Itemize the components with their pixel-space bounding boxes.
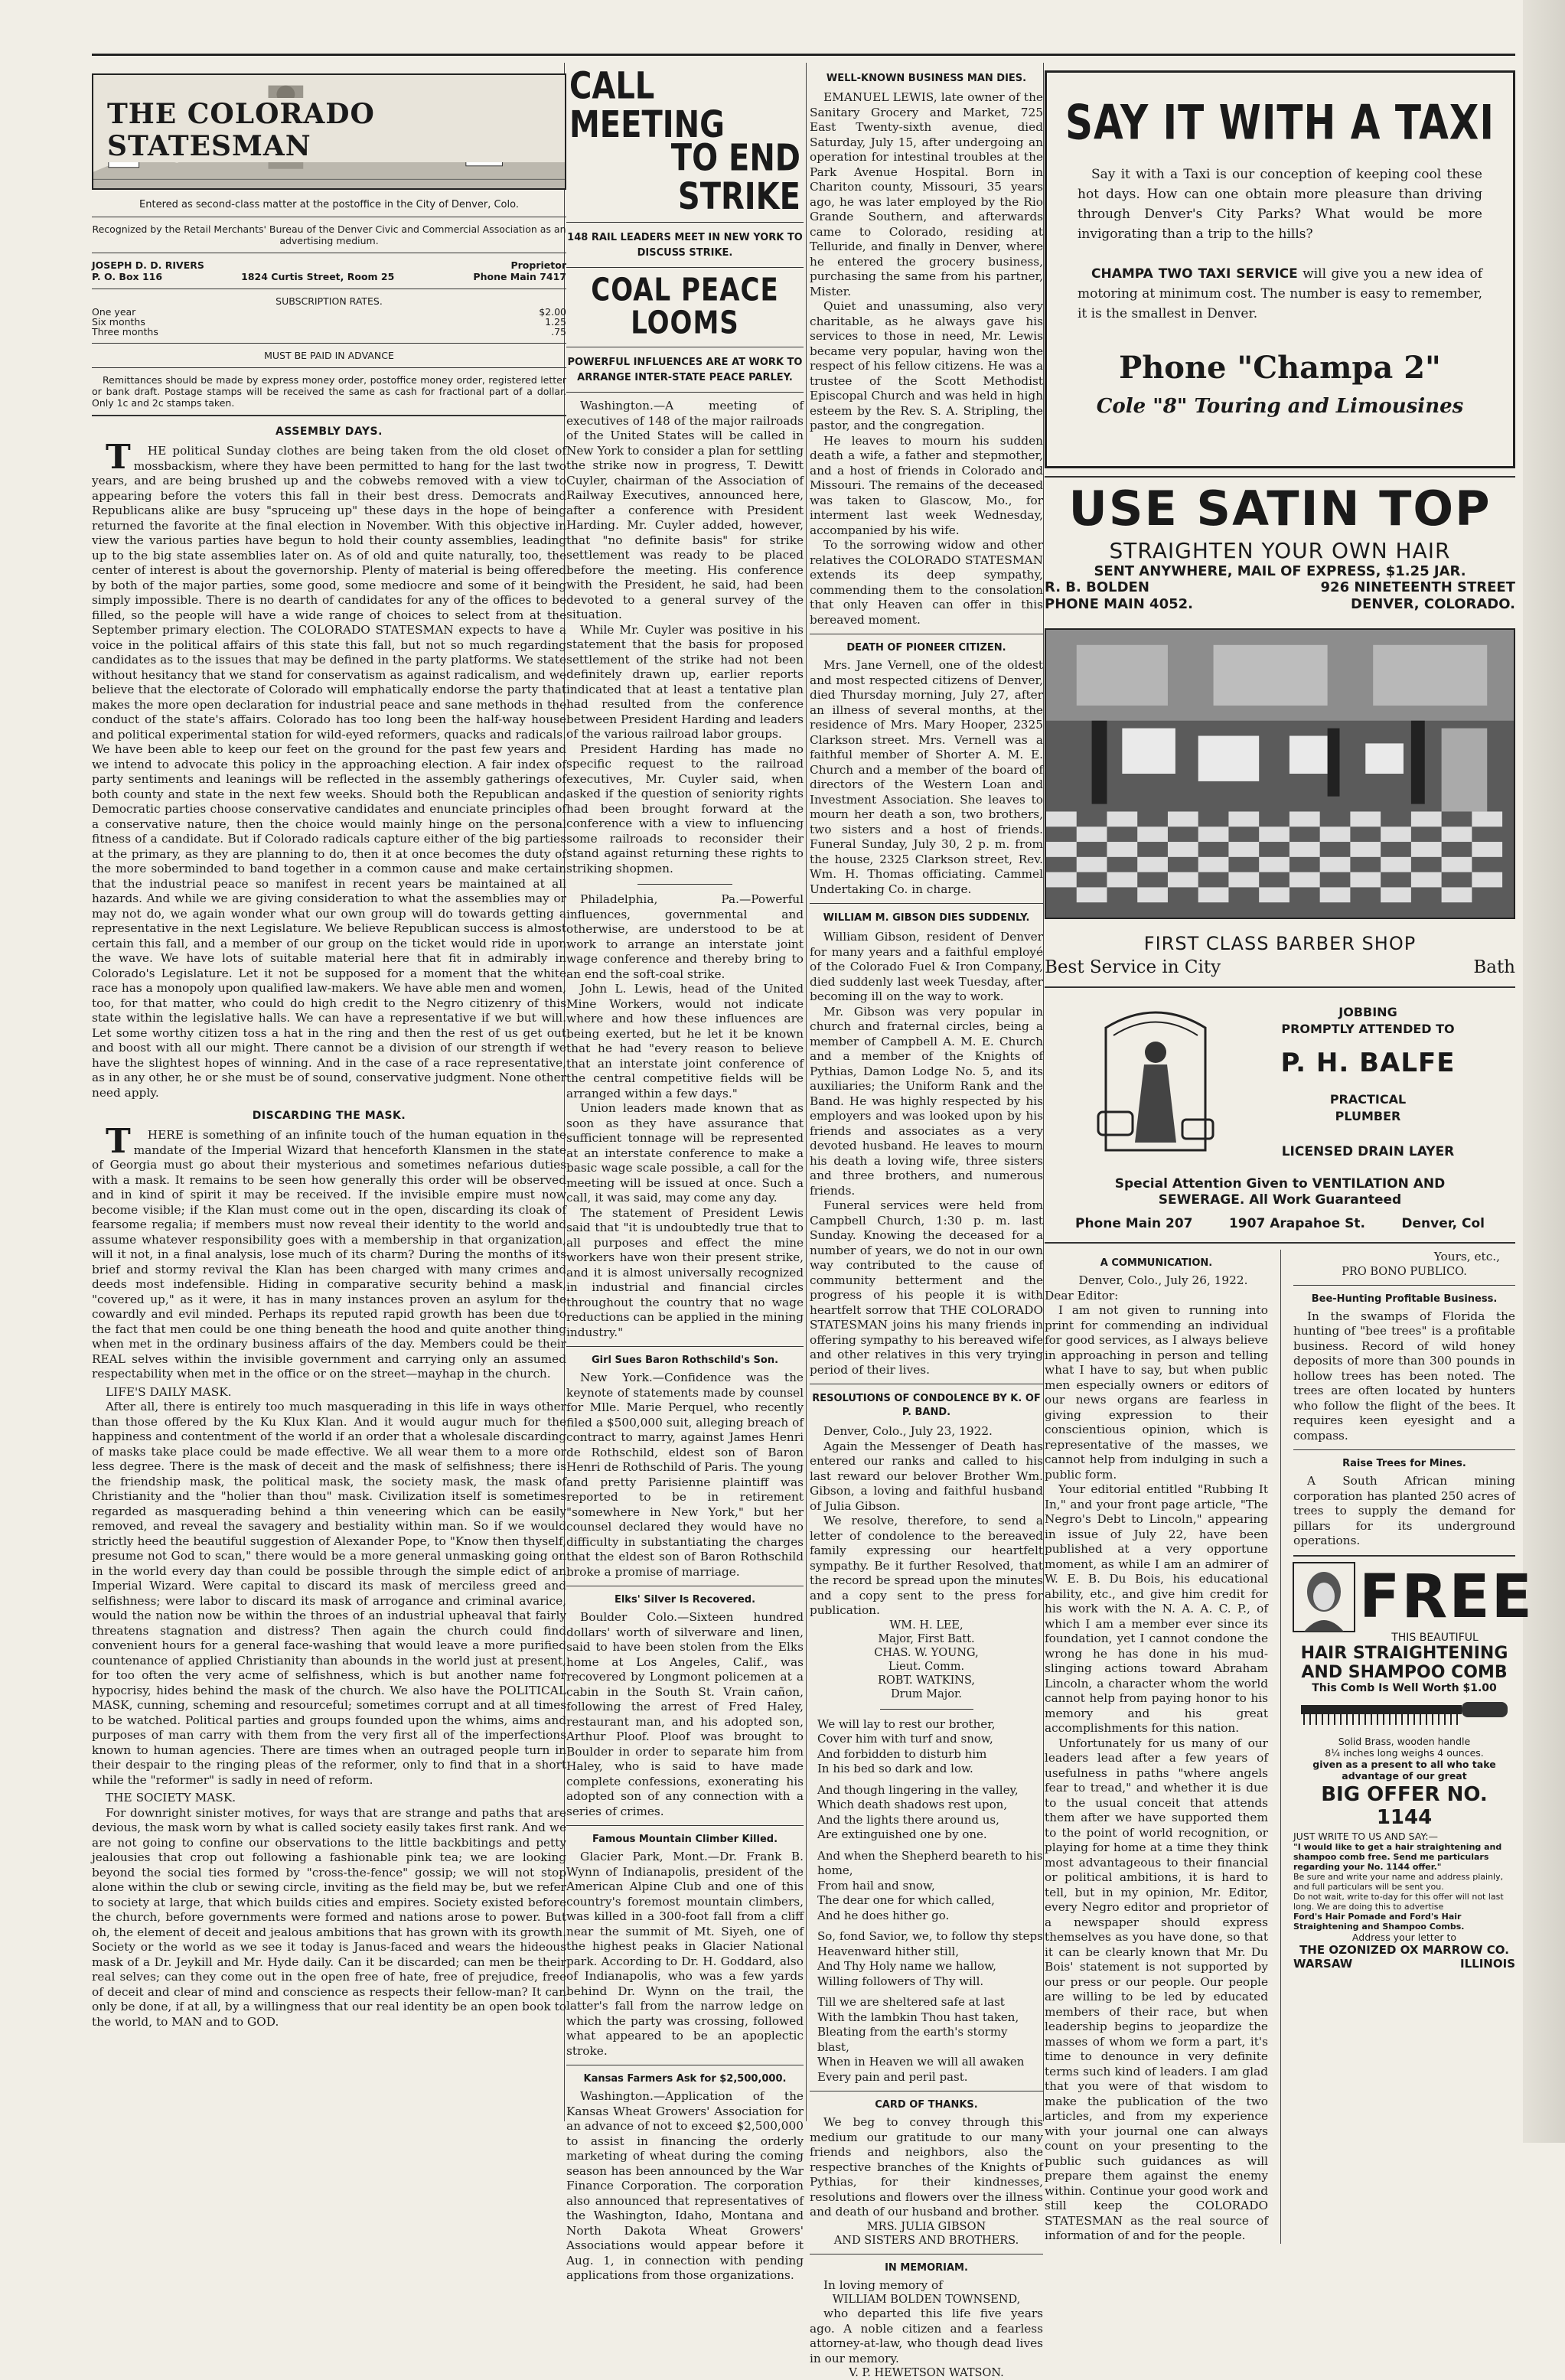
rate-price: 1.25 [545, 316, 566, 328]
memoriam-paragraph: In loving memory of [823, 2277, 943, 2292]
strike-paragraph: While Mr. Cuyler was positive in his statement that the basis for proposed settlement of the strike had not been definitely drawn up, earlier reports indicated that at least a tentative plan had resulted from the conference between President Harding and leaders of the various railroad labor groups. [566, 622, 804, 742]
rate-row [92, 317, 566, 327]
satin-name: R. B. BOLDEN [1045, 579, 1149, 595]
free-offer: BIG OFFER NO. 1144 [1321, 1782, 1488, 1829]
rate-price: .75 [551, 326, 566, 337]
po-box: P. O. Box 116 [92, 271, 163, 282]
pioneer-heading: DEATH OF PIONEER CITIZEN. [846, 642, 1006, 654]
kansas-paragraph: Washington.—Application of the Kansas Wheat Growers' Association for an advance of not to exceed $2,500,000 to assist in financing the orderly marketing of wheat during the coming season has been announced by the War Finance Corporation. The corporation also announced that representatives of the Washington, Idaho, Montana and North Dakota Wheat Growers' Associations would appear before it Aug. 1, in connection with pending applications from those organizations. [566, 2089, 804, 2283]
free-company: THE OZONIZED OX MARROW CO. [1299, 1942, 1509, 1957]
divider [566, 1346, 804, 1347]
memoriam-name: WILLIAM BOLDEN TOWNSEND, [832, 2294, 1021, 2306]
signature: V. P. HEWETSON WATSON. [849, 2367, 1004, 2379]
plumb-plumber: PLUMBER [1335, 1109, 1401, 1123]
barber-photo-illustration [1046, 630, 1514, 918]
signature: ROBT. WATKINS, [877, 1674, 976, 1687]
plumber-ad [1045, 994, 1515, 1208]
girl-paragraph: New York.—Confidence was the keynote of statements made by counsel for Mlle. Marie Perquel, who recently filed a $500,000 suit, alleging breach of contract to marry, against James Henri de Rothschild, eldest son of Baron Henri de Rothschild of Paris. The young and pretty Parisienne plaintiff was reported to be in retirement "somewhere in New York," but her counsel declared they would have no difficulty in substantiating the charges that the eldest son of Baron Rothschild broke a promise of marriage. [566, 1371, 804, 1579]
signature: MRS. JULIA GIBSON [866, 2220, 986, 2233]
office-phone: Phone Main 7417 [473, 271, 566, 282]
plumb-jobbing: JOBBING [1338, 1005, 1397, 1019]
divider [92, 367, 566, 368]
taxi-service [1078, 264, 1482, 324]
elks-paragraph: Boulder Colo.—Sixteen hundred dollars' worth of silverware and linen, said to have been stolen from the Elks home at Los Angeles, Calif., was recovered by Longmont policemen at a cabin in the South St. Vrain cañon, following the arrest of Fred Haley, restaurant man, and his adopted son, Arthur Ploof. Ploof was brought to Boulder in order to separate him from Haley, who is said to have made complete confessions, exonerating his adopted son of any connection with a series of crimes. [566, 1610, 804, 1818]
poem-line: And he does hither go. [817, 1908, 950, 1922]
mines-paragraph: A South African mining corporation has planted 250 acres of trees to supply the demand for pillars for its underground operations. [1293, 1474, 1515, 1547]
free-address: Address your letter to [1351, 1931, 1457, 1943]
communication-signature: PRO BONO PUBLICO. [1342, 1265, 1467, 1278]
comb-icon [1293, 1694, 1515, 1733]
plumb-contact [1045, 1216, 1515, 1231]
divider [566, 267, 804, 268]
rate-term: One year [92, 306, 136, 318]
poem-stanza [817, 1783, 1043, 1843]
plumber-woman-illustration [1091, 1005, 1221, 1158]
free-hair: HAIR STRAIGHTENING [1300, 1643, 1508, 1663]
memoriam-heading: IN MEMORIAM. [885, 2261, 968, 2274]
coal-paragraph: John L. Lewis, head of the United Mine Workers, would not indicate where and how these influences are being exerted, but he let it be known that he had "every reason to believe that an interstate joint conference of the central competitive fields will be arranged within a few days." [566, 982, 804, 1100]
lifes-paragraph: After all, there is entirely too much masquerading in this life in ways other than those offered by the Ku Klux Klan. And it would augur much for the happiness and contentment of the world if an order that a wholesale discarding of masks take place could be made effective. We all wear them to a more or less degree. There is the mask of deceit and the mask of selfishness; there is the friendship mask, the political mask, the society mask, the mask of Christianity and the "holier than thou" mask. Civilization itself is sometimes regarded as masquerading behind a thin veneering which can be easily removed, and reveal the savagery and bestiality within man. So if we would strictly heed the beautiful suggestion of Alexander Pope, to "Know then thyself, presume not God to scan," there would be a more general unmasking going on in the world every day than could be possible through the simple edict of an Imperial Wizard. Were capital to discard its mask of merciless greed and selfishness; were labor to discard its mask of arrogance and criminal avarice, would the nation now be within the throes of an industrial upheaval that fairly threatens stagnation and distress? Then again the church could find convenient hours for a general face-washing that would leave a more purified countenance of applied Christianity than abounds in the world just at present, for too often the very acme of selfishness, which is but another name for hypocrisy, hides behind the mask of the church. We also have the POLITICAL MASK, cunning, scheming and resourceful; sometimes corrupt and at all times to be watched. Political parties and groups founded upon the whims, aims and purposes of man carry with them from the very first all of the imperfections known to human agencies. There are times when an outraged people turn in their despair to the ringing pleas of the reformer, only to find that in a short while the "reformer" is sadly in need of reform. [92, 1400, 566, 1787]
poem-line: And forbidden to disturb him [817, 1746, 987, 1761]
proprietor-label: Proprietor [510, 259, 566, 271]
poem-line: Willing followers of Thy will. [817, 1974, 984, 1988]
divider [1293, 1555, 1515, 1557]
free-beautiful: THIS BEAUTIFUL [1391, 1631, 1479, 1644]
poem-stanza [817, 1929, 1043, 1989]
memoriam-paragraph: who departed this life five years ago. A noble citizen and a fearless attorney-at-law, who though dead lives in our memory. [810, 2307, 1043, 2365]
top-rule [92, 54, 1515, 56]
satin-right [1321, 579, 1515, 613]
remittance-notice: Remittances should be made by express money order, postoffice money order, registered letter or bank draft. Postage stamps will be received the same as cash for fractional part of a dollar. Only 1c and 2c stamps taken. [92, 374, 566, 409]
divider [1045, 986, 1515, 988]
peace-deck: POWERFUL INFLUENCES ARE AT WORK TO ARRANGE INTER-STATE PEACE PARLEY. [567, 357, 803, 384]
plumb-phone: Phone Main 207 [1075, 1216, 1193, 1231]
communication-heading: A COMMUNICATION. [1100, 1257, 1213, 1269]
signature: CHAS. W. YOUNG, [874, 1646, 979, 1659]
assembly-paragraph: THE political Sunday clothes are being taken from the old closet of mossbackism, where they have been permitted to hang for the last two years, and are being brushed up and the cobwebs removed with a view to appearing before the voters this fall in their best dress. Democrats and Republicans alike are busy "spruceing up" these days in the hope of being returned the favorite at the final election in November. With this objective in view the various parties have begun to hold their county assemblies, leading up to the big state assemblies later on. As of old and quite naturally, too, the center of interest is about the governorship. Plenty of material is being offered by both of the major parties, some good, some mediocre and some of it being simply impossible. There is no dearth of candidates for any of the offices to be filled, so the people will have a wide range of choices to select from at the September primary election. The COLORADO STATESMAN expects to have a voice in the political affairs of this state this fall, but not so much regarding candidates as to the issues that may be defined in the party platforms. We state without hesitancy that we stand for conservatism as against radicalism, and we believe that the electorate of Colorado will emphatically endorse the party that makes the more open declaration for industrial peace and sane methods in the conduct of the state's affairs. Colorado has too long been the half-way house and political experimental station for wild-eyed reformers, quacks and radicals. We have been able to keep our feet on the ground for the past few years and we intend to advocate this policy in the approaching election. A fair index of party sentiments and leanings will be reflected in the assembly gatherings of both county and state in the next few weeks. Should both the Republican and Democratic parties choose conservative candidates and enunciate principles of a conservative nature, then the choice would mainly hinge on the personal fitness of a candidate. But if Colorado radicals capture either of the big parties at the primary, as they are planning to do, then it at once becomes the duty of the more soberminded to band together in a common cause and make certain that the industrial peace so manifest in recent years be maintained at all hazards. And while we are giving consideration to what the assemblies may or may not do, we again wonder what our own group will do towards getting a representative in the next Legislature. We believe Republican success is almost certain this fall, and a member of our group on the ticket would ride in upon the wave. We have lots of suitable material here that fit in admirably in Colorado's Legislature. Let it not be supposed for a moment that the white race has a monopoly upon qualified law-makers. We have able men and women, too, for that matter, who could do high credit to the Negro citizenry of this state within the legislative halls. We can have a representative if we but will. Let some worthy citizen toss a hat in the ring and then the rest of us get out and boost with all our might. There cannot be a division of our strength if we have the slightest hopes of winning. And in the case of a race representative, as in any other, he or she must be of sound, conservative judgment. None other need apply. [92, 438, 567, 1100]
resolutions-heading: RESOLUTIONS OF CONDOLENCE BY K. OF P. BAND. [812, 1393, 1041, 1418]
gibson-heading: WILLIAM M. GIBSON DIES SUDDENLY. [823, 912, 1030, 924]
divider [1045, 1242, 1515, 1244]
divider [92, 343, 566, 344]
plumb-prompt: PROMPTLY ATTENDED TO [1281, 1022, 1455, 1036]
bee-heading: Bee-Hunting Profitable Business. [1311, 1293, 1498, 1305]
strike-paragraph: Washington.—A meeting of executives of 148 of the major railroads of the United States will be called in New York to consider a plan for settling the strike now in progress, T. Dewitt Cuyler, chairman of the Association of Railway Executives, announced here, after a conference with President Harding. Mr. Cuyler added, however, that "no definite basis" for strike settlement was ready to be placed before the meeting. His conference with the President, he said, had been devoted to a general survey of the situation. [566, 399, 804, 622]
mines-heading: Raise Trees for Mines. [1342, 1458, 1466, 1469]
poem-line: When in Heaven we will all awaken [817, 2055, 1025, 2069]
taxi-paragraph: Say it with a Taxi is our conception of keeping cool these hot days. How can one obtain more pleasure than driving through Denver's City Parks? What would be more invigorating than a trip to the hills? [1078, 167, 1482, 242]
gibson-paragraph: Funeral services were held from Campbell Church, 1:30 p. m. last Sunday. Knowing the deceased for a number of years, we do not in our own way contributed to the cause of community betterment and the progress of his people it is with heartfelt sorrow that THE COLORADO STATESMAN joins his many friends in offering sympathy to his bereaved wife and other relatives in this very trying period of their lives. [810, 1198, 1043, 1377]
column-2 [566, 63, 804, 2284]
communication-paragraph: Unfortunately for us many of our leaders lead after a few years of usefulness in paths "where angels fear to tread," and whether it is due to the usual conceit that attends them after we have supported them to the point of world recognition, or playing for home at a time they think most advantageous to their financial or political ambitions, it is hard to tell, but in my opinion, Mr. Editor, every Negro editor and proprietor of a newspaper should express themselves as you have done, so that it can be clearly known that Mr. Du Bois' statement is not supported by our press or our people. Our people are willing to be led by educated members of their race, but when leadership begins to jeopardize the masses of whom we form a part, it's time to denounce in very definite terms such kind of leaders. I am glad that you were of that wisdom to make the publication of the two articles, and from my experience with your journal one can always count on your presenting to the public such guidances as will prepare them against the enemy within. Continue your good work and still keep the COLORADO STATESMAN as the real source of information of and for the people. [1045, 1736, 1268, 2242]
communication-salutation: Dear Editor: [1045, 1288, 1119, 1302]
satin-address: 926 NINETEENTH STREET [1320, 579, 1515, 595]
satin-left [1045, 579, 1193, 613]
mask-heading: DISCARDING THE MASK. [252, 1110, 406, 1122]
poem-line: The dear one for which called, [817, 1893, 995, 1907]
girl-heading: Girl Sues Baron Rothschild's Son. [591, 1355, 779, 1367]
divider [566, 222, 804, 223]
lewis-paragraph: EMANUEL LEWIS, late owner of the Sanitary Grocery and Market, 725 East Twenty-sixth avenue, died Saturday, July 15, after undergoing an operation for intestinal troubles at the Park Avenue Hospital. Born in Chariton county, Missouri, 35 years ago, he was later employed by the Rio Grande Southern, and afterwards came to Colorado, residing at Telluride, and finally in Denver, where he entered the grocery business, purchasing the same from his partner, Mister. [810, 90, 1043, 298]
poem-line: Cover him with turf and snow, [817, 1732, 993, 1746]
divider [810, 903, 1043, 904]
signature: Drum Major. [891, 1687, 962, 1700]
barber-shop-photo [1045, 628, 1515, 919]
divider [566, 392, 804, 393]
free-size: 8¼ inches long weighs 4 ounces. [1325, 1746, 1484, 1759]
poem-line: In his bed so dark and low. [817, 1762, 973, 1775]
society-paragraph: For downright sinister motives, for ways that are strange and paths that are devious, the mask worn by what is called society easily takes first rank. And we are not going to confine our observations to the little backbitings and petty jealousies that crop out following a fashionable pink tea; we are looking beyond the social ties formed by "cross-the-fence" gossip; we will not stop alone within the club or sewing circle, inviting as the field may be, but we refer to society at large, that which builds cities and empires. Society existed before the church, before governments were formed and nations arose to power. But oh, the element of deceit and jealous ambitions that has grown with its growth. Society or the world as we see it today is Janus-faced and wears the hideous mask of a Dr. Jeykill and Mr. Hyde daily. Can it be discarded; can men be their real selves; can they come out in the open free of hate, free of prejudice, free of deceit and clear of mind and conscience as respects their fellow-man? It can only be done, if at all, by a willingness that our real identity be an open book to the world, to MAN and to GOD. [92, 1805, 566, 2029]
proprietor-line [92, 259, 566, 271]
bee-paragraph: In the swamps of Florida the hunting of "bee trees" is a profitable business. Record of wild honey deposits of more than 300 pounds in hollow trees has been noted. The trees are often located by hunters who follow the flight of the bees. It requires keen eyesight and a compass. [1293, 1309, 1515, 1443]
column-1 [92, 63, 566, 2030]
pioneer-paragraph: Mrs. Jane Vernell, one of the oldest and most respected citizens of Denver, died Thursday morning, July 27, after an illness of several months, at the residence of Mrs. Mary Hooper, 2325 Clarkson street. Mrs. Vernell was a faithful member of Shorter A. M. E. Church and a member of the board of directors of the Western Loan and Investment Association. She leaves to mourn her death a son, two brothers, two sisters and a host of friends. Funeral Sunday, July 30, 2 p. m. from the house, 2325 Clarkson street, Rev. Wm. H. Thomas officiating. Cammel Undertaking Co. in charge. [810, 658, 1043, 896]
poem-line: We will lay to rest our brother, [817, 1717, 996, 1731]
divider [1293, 1285, 1515, 1286]
taxi-service-text: will give you a new idea of motoring at minimum cost. The number is easy to remember, it is the smallest in Denver. [1078, 266, 1482, 321]
coal-paragraph: Philadelphia, Pa.—Powerful influences, governmental and otherwise, are understood to be at work to arrange an interstate joint wage conference and thereby bring to an end the soft-coal strike. [566, 892, 804, 981]
resolutions-date: Denver, Colo., July 23, 1922. [823, 1424, 993, 1438]
page-edge [1523, 0, 1565, 2143]
masthead [92, 73, 566, 190]
inner-rule [1280, 1250, 1281, 2244]
poem-stanza [817, 1849, 1043, 1924]
poem-stanza [817, 1717, 1043, 1777]
satin-phone: PHONE MAIN 4052. [1045, 596, 1193, 612]
free-ad-header [1293, 1562, 1534, 1632]
recognized-notice: Recognized by the Retail Merchants' Bureau of the Denver Civic and Commercial Association as an advertising medium. [92, 223, 566, 246]
resolutions-paragraph: We resolve, therefore, to send a letter of condolence to the bereaved family expressing our heartfelt sympathy. Be it further Resolved, that the record be spread upon the minutes and a copy sent to the press for publication. [810, 1514, 1043, 1617]
poem-line: And when the Shepherd beareth to his home, [817, 1848, 1043, 1877]
assembly-heading: ASSEMBLY DAYS. [276, 425, 383, 438]
satin-contact [1045, 579, 1515, 613]
lower-columns [1045, 1250, 1534, 2244]
rate-row [92, 327, 566, 337]
taxi-title: SAY IT WITH A TAXI [1065, 94, 1495, 151]
satin-mail: SENT ANYWHERE, MAIL OF EXPRESS, $1.25 JAR. [1094, 563, 1466, 579]
coal-paragraph: The statement of President Lewis said that "it is undoubtedly true that to all purposes and effect the mine workers have won their present strike, and it is almost universally recognized in industrial and financial circles throughout the country that no wage reductions can be applied in the mining industry." [566, 1205, 804, 1339]
lewis-heading: WELL-KNOWN BUSINESS MAN DIES. [826, 73, 1027, 84]
strike-headline-2: TO END STRIKE [670, 137, 800, 218]
poem-line: From hail and snow, [817, 1878, 935, 1893]
poem-line: Are extinguished one by one. [817, 1827, 987, 1841]
right-sub-column [1293, 1250, 1534, 2244]
thanks-heading: CARD OF THANKS. [875, 2099, 978, 2111]
coal-paragraph: Union leaders made known that as soon as they have assurance that sufficient tonnage will be represented at an interstate conference to make a basic wage scale possible, a call for the meeting will be issued at once. Such a call, it was said, may come any day. [566, 1101, 804, 1205]
taxi-ad [1045, 70, 1515, 468]
rate-term: Three months [92, 326, 158, 337]
signature: WM. H. LEE, [889, 1619, 963, 1632]
climber-paragraph: Glacier Park, Mont.—Dr. Frank B. Wynn of Indianapolis, president of the American Alpine Club and one of this country's foremost mountain climbers, was killed in a 300-foot fall from a cliff near the summit of Mt. Siyeh, one of the highest peaks in Glacier National park. According to Dr. H. Goddard, also of Indianapolis, who was a few yards behind Dr. Wynn on the trail, the latter's fall from the narrow ledge on which the party was crossing, followed what appeared to be an apoplectic stroke. [566, 1850, 804, 2058]
lifes-heading: LIFE'S DAILY MASK. [106, 1384, 232, 1399]
free-just: JUST WRITE TO US AND SAY:— [1293, 1830, 1439, 1842]
divider [92, 415, 566, 416]
divider [880, 1709, 973, 1710]
communication-paragraph: Your editorial entitled "Rubbing It In," and your front page article, "The Negro's Debt to Lincoln," appearing in issue of July 22, have been published at a very opportune moment, as while I am an admirer of W. E. B. Du Bois, his educational ability, etc., and give him credit for his work with the N. A. A. C. P., of which I am a member ever since its foundation, yet I cannot condone the wrong he has done in his mud-slinging actions toward Abraham Lincoln, a character whom the world cannot help from paying honor to his memory and his great accomplishments for this nation. [1045, 1482, 1268, 1735]
climber-heading: Famous Mountain Climber Killed. [592, 1834, 778, 1846]
strike-deck: 148 RAIL LEADERS MEET IN NEW YORK TO DISCUSS STRIKE. [567, 232, 803, 259]
free-city: WARSAW [1293, 1956, 1353, 1971]
column-4 [1045, 63, 1534, 2244]
signature: Major, First Batt. [878, 1632, 975, 1645]
poem-line: With the lambkin Thou hast taken, [817, 2010, 1019, 2024]
free-comb: AND SHAMPOO COMB [1301, 1662, 1508, 1682]
free-sure: Be sure and write your name and address plainly, and full particulars will be sent you. [1293, 1871, 1504, 1892]
proprietor-name: JOSEPH D. D. RIVERS [92, 259, 204, 271]
taxi-cole: Cole "8" Touring and Limousines [1096, 395, 1464, 418]
barber-bath: Bath [1473, 957, 1515, 977]
free-solid: Solid Brass, wooden handle [1338, 1735, 1471, 1747]
plumb-address: 1907 Arapahoe St. [1228, 1216, 1365, 1231]
rate-term: Six months [92, 316, 145, 328]
divider [1045, 476, 1515, 478]
communication-paragraph: I am not given to running into print for commending an individual for good services, as I always believe in approaching in person and telling what I have to say, but when public men especially owners or editors of our news organs are fearless in giving expression to their conscientious opinion, which is representative of the masses, we cannot help from indulging in such a public form. [1045, 1303, 1268, 1482]
plumb-special: Special Attention Given to VENTILATION AND SEWERAGE. All Work Guaranteed [1114, 1176, 1446, 1208]
poem-stanza [817, 1995, 1043, 2085]
advance-notice: MUST BE PAID IN ADVANCE [264, 350, 394, 361]
poem-line: And though lingering in the valley, [817, 1782, 1019, 1797]
lewis-paragraph: He leaves to mourn his sudden death a wife, a father and stepmother, and a host of friends in Colorado and Missouri. The remains of the deceased was taken to Glascow, Mo., for interment last week Wednesday, accompanied by his wife. [810, 433, 1043, 537]
plumb-name: P. H. BALFE [1280, 1048, 1456, 1078]
peace-headline: COAL PEACE LOOMS [591, 272, 779, 342]
subscription-heading: SUBSCRIPTION RATES. [276, 295, 383, 307]
poem-line: So, fond Savior, we, to follow thy steps [817, 1929, 1043, 1943]
communication-closing: Yours, etc., [1433, 1250, 1500, 1263]
plumb-practical: PRACTICAL [1329, 1092, 1407, 1107]
lewis-paragraph: To the sorrowing widow and other relatives the COLORADO STATESMAN extends its deep sympathy, commending them to the consolation that only Heaven can offer in this bereaved moment. [810, 538, 1043, 627]
society-heading: THE SOCIETY MASK. [106, 1791, 236, 1805]
free-title: FREE [1359, 1562, 1534, 1632]
gibson-paragraph: Mr. Gibson was very popular in church and fraternal circles, being a member of Campbell A. M. E. Church and a member of the Knights of Pythias, Damon Lodge No. 5, and its auxiliaries; the Uniform Rank and the Band. He was highly respected by his employers and was looked upon by his friends and associates as a very devoted husband. He leaves to mourn his death a loving wife, three sisters and three brothers, and numerous friends. [810, 1004, 1043, 1198]
office-address: 1824 Curtis Street, Room 25 [241, 271, 395, 282]
taxi-service-name: CHAMPA TWO TAXI SERVICE [1091, 266, 1298, 282]
taxi-phone: Phone "Champa 2" [1119, 350, 1441, 386]
masthead-title: THE COLORADO STATESMAN [104, 98, 565, 162]
rate-price: $2.00 [539, 306, 566, 318]
poem-line: Every pain and peril past. [817, 2069, 968, 2084]
divider [1293, 1449, 1515, 1450]
lewis-paragraph: Quiet and unassuming, also very charitable, as he always gave his services to those in need, Mr. Lewis became very popular, having won the respect of his fellow citizens. He was a trustee of the Scott Methodist Episcopal Church and was held in high esteem by the Rev. S. A. Stripling, the pastor, and the congregation. [810, 299, 1043, 432]
poem-line: And the lights there around us, [817, 1812, 999, 1827]
free-worth: This Comb Is Well Worth $1.00 [1312, 1681, 1497, 1694]
barber-service: Best Service in City [1045, 957, 1221, 977]
free-fords: Ford's Hair Pomade and Ford's Hair Straightening and Shampoo Combs. [1293, 1911, 1465, 1932]
barber-line [1045, 957, 1515, 977]
plumb-city: Denver, Col [1401, 1216, 1485, 1231]
communication-date: Denver, Colo., July 26, 1922. [1078, 1273, 1248, 1287]
divider [566, 1825, 804, 1826]
free-given: given as a present to all who take advantage of our great [1312, 1758, 1496, 1782]
divider [637, 884, 732, 885]
woman-portrait-icon [1293, 1563, 1355, 1632]
satin-subtitle: STRAIGHTEN YOUR OWN HAIR [1109, 538, 1451, 563]
free-dont: Do not wait, write to-day for this offer will not last long. We are doing this to advertise [1293, 1891, 1504, 1912]
free-city-line [1293, 1957, 1515, 1971]
barber-title: FIRST CLASS BARBER SHOP [1143, 933, 1417, 954]
gibson-paragraph: William Gibson, resident of Denver for many years and a faithful employé of the Colorado Fuel & Iron Company, died suddenly last week Tuesday, after becoming ill on the way to work. [810, 930, 1043, 1003]
signature: Lieut. Comm. [888, 1660, 965, 1673]
resolutions-paragraph: Again the Messenger of Death has entered our ranks and called to his last reward our belover Brother Wm. Gibson, a loving and faithful husband of Julia Gibson. [810, 1439, 1043, 1513]
satin-title: USE SATIN TOP [1068, 481, 1492, 536]
poem-line: And Thy Holy name we hallow, [817, 1959, 996, 1973]
strike-paragraph: President Harding has made no specific request to the railroad executives, Mr. Cuyler said, when asked if the question of seniority rights had been brought forward at the conference with a view to influencing some railroads to reconsider their stand against returning these rights to striking shopmen. [566, 742, 804, 875]
column-rule [1043, 63, 1044, 2121]
free-state: ILLINOIS [1460, 1956, 1515, 1971]
signature: AND SISTERS AND BROTHERS. [833, 2234, 1019, 2247]
address-line [92, 271, 566, 282]
poem-line: Till we are sheltered safe at last [817, 1995, 1005, 2009]
poem-line: Bleating from the earth's stormy blast, [817, 2025, 1008, 2054]
mask-paragraph: THERE is something of an infinite touch of the human equation in the mandate of the Imperial Wizard that henceforth Klansmen in the state of Georgia must go about their mysterious and sometimes nefarious duties with a mask. It remains to be seen how generally this order will be observed and in kind of spirit it may be received. If the invisible empire must now become visible; if the Klan must come out in the open, discarding its cloak of fearsome regalia; if members must now reveal their identity to the world and assume whatever responsibility goes with a membership in that organization, will it not, in a final analysis, lose much of its charm? During the months of its brief and stormy revival the Klan has been charged with many crimes and deeds most indefensible. Hiding in comparative security behind a mask, "covered up," as it were, it has in many instances proven an asylum for the cowardly and evil minded. Perhaps its reputed rapid growth has been due to the fact that men could be one thing beneath the hood and quite another thing when met in the ordinary business affairs of the day. Members could be their REAL selves within the invisible government and carrying only an assumed respectability when met in the office or on the street—mayhap in the church. [92, 1122, 566, 1381]
column-rule [806, 63, 807, 2121]
thanks-paragraph: We beg to convey through this medium our gratitude to our many friends and neighbors, also the respective branches of the Knights of Pythias, for their kindnesses, resolutions and flowers over the illness and death of our husband and brother. [810, 2115, 1043, 2219]
rate-row [92, 307, 566, 317]
poem-line: Which death shadows rest upon, [817, 1798, 1008, 1811]
communication-column [1045, 1250, 1268, 2244]
entered-notice: Entered as second-class matter at the postoffice in the City of Denver, Colo. [139, 199, 519, 210]
kansas-heading: Kansas Farmers Ask for $2,500,000. [583, 2073, 787, 2085]
column-3 [810, 63, 1043, 2380]
elks-heading: Elks' Silver Is Recovered. [614, 1594, 756, 1606]
poem-line: Heavenward hither still, [817, 1944, 960, 1958]
plumb-licensed: LICENSED DRAIN LAYER [1281, 1144, 1455, 1159]
strike-headline-1: CALL MEETING [569, 65, 725, 146]
satin-city: DENVER, COLORADO. [1351, 596, 1515, 612]
free-quote: "I would like to get a hair straightening and shampoo comb free. Send me particulars regarding your No. 1144 offer." [1293, 1841, 1502, 1872]
